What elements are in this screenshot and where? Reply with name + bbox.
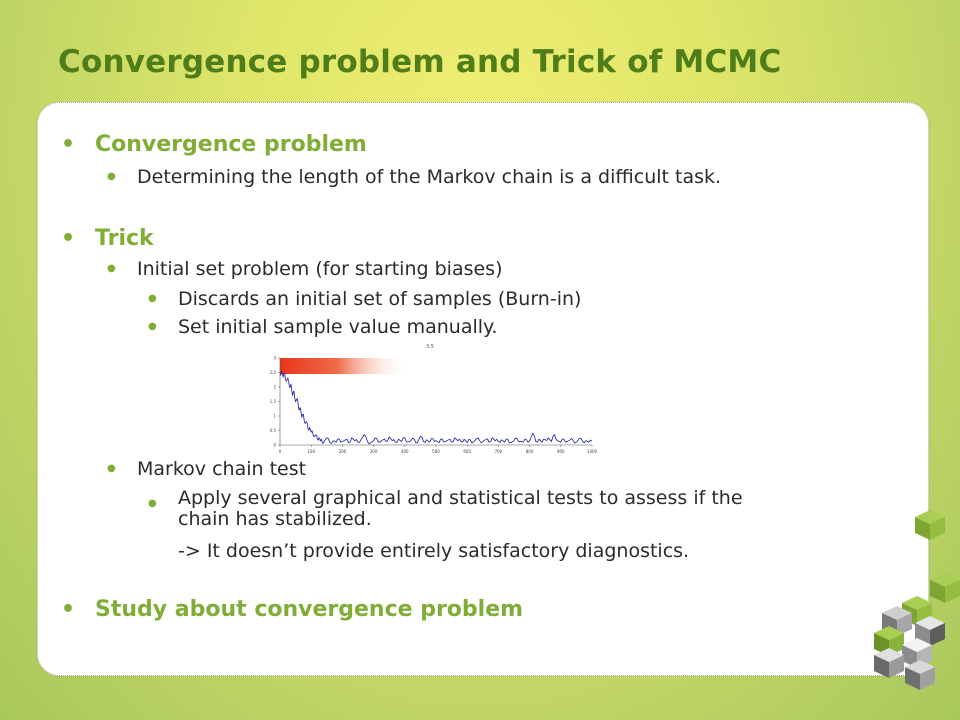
y-tick-label: 3 — [273, 355, 276, 361]
x-tick-label: 100 — [307, 449, 316, 454]
chart-svg — [262, 340, 602, 460]
x-tick-label: 400 — [400, 449, 409, 454]
y-tick-label: 1.5 — [269, 399, 276, 404]
x-tick-label: 600 — [463, 449, 472, 454]
convergence-description — [107, 166, 722, 188]
y-tick-label: 2.5 — [269, 370, 276, 375]
bullet-icon: ● — [107, 263, 116, 274]
y-tick-label: 0.5 — [269, 428, 276, 433]
body-text: Set initial sample value manually. — [178, 316, 498, 338]
x-tick-label: 800 — [525, 449, 534, 454]
body-text: Discards an initial set of samples (Burn-in) — [178, 288, 582, 310]
body-text-line-1: Apply several graphical and statistical tests to assess if the — [178, 487, 743, 509]
chart-title: 3.5 — [426, 344, 434, 350]
slide-title: Convergence problem and Trick of MCMC — [58, 44, 782, 80]
heading-convergence-problem — [61, 132, 367, 157]
x-tick-label: 700 — [494, 449, 503, 454]
burn-in-highlight — [280, 358, 408, 374]
body-text: Markov chain test — [137, 458, 307, 480]
x-tick-label: 500 — [432, 449, 440, 454]
diagnostics-note — [178, 540, 689, 562]
heading-text: Trick — [95, 226, 154, 251]
bullet-icon: ● — [148, 498, 157, 509]
bullet-icon: ● — [148, 293, 157, 304]
manual-value-item — [148, 316, 498, 338]
chart-plot-area — [280, 371, 592, 444]
y-tick-label: 0 — [273, 442, 276, 448]
bullet-icon: • — [61, 597, 76, 622]
x-tick-label: 1000 — [586, 449, 598, 454]
bullet-icon: • — [61, 132, 76, 157]
x-tick-label: 300 — [369, 449, 378, 454]
y-tick-label: 1 — [273, 413, 276, 419]
heading-text: Study about convergence problem — [95, 597, 524, 622]
bullet-icon: ● — [148, 321, 157, 332]
heading-text: Convergence problem — [95, 132, 367, 157]
cube-stack-icon — [860, 505, 960, 705]
burn-in-item — [148, 288, 582, 310]
x-tick-label: 0 — [278, 449, 282, 454]
body-text: Initial set problem (for starting biases) — [137, 258, 503, 280]
bullet-icon: ● — [107, 463, 116, 474]
series-line-chain — [280, 371, 592, 444]
heading-trick — [61, 226, 154, 251]
x-tick-label: 200 — [338, 449, 347, 454]
body-text-line-2: chain has stabilized. — [178, 508, 372, 530]
x-tick-label: 900 — [556, 449, 565, 454]
burn-in-chart — [262, 340, 602, 460]
bullet-icon: ● — [107, 171, 116, 182]
bullet-icon: • — [61, 226, 76, 251]
apply-tests-item — [148, 487, 743, 530]
initial-set-problem — [107, 258, 503, 280]
body-text: Determining the length of the Markov chain is a difficult task. — [137, 166, 722, 188]
markov-chain-test — [107, 458, 307, 480]
heading-study — [61, 597, 524, 622]
body-text: -> It doesn’t provide entirely satisfactory diagnostics. — [178, 540, 690, 562]
y-tick-label: 2 — [273, 384, 276, 390]
